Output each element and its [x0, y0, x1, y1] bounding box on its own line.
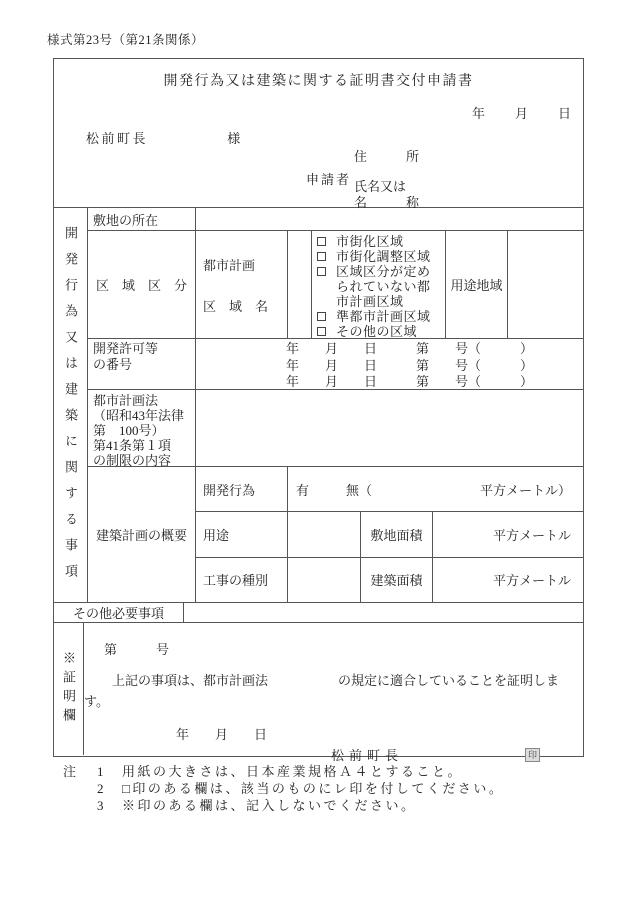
zoning-option: 区域区分が定められていない都市計画区域 [317, 264, 445, 309]
permit-line: 年 月 日 第 号（ ） [286, 374, 534, 389]
application-form [53, 58, 584, 763]
date-day-label: 日 [557, 106, 571, 121]
zoning-option: 準都市計画区域 [317, 309, 445, 324]
building-area-label: 建築面積 [361, 558, 433, 602]
building-area-unit: 平方メートル [492, 573, 571, 589]
applicant-name-label-1: 氏名又は [354, 179, 407, 194]
zoning-option: 市街化調整区域 [317, 249, 445, 264]
zoning-row [88, 230, 583, 338]
development-no-label: 無（ [346, 482, 373, 498]
checkbox-quasi-city-plan-area[interactable] [317, 312, 326, 321]
date-year-label: 年 [471, 106, 485, 121]
header-date-line [54, 103, 583, 122]
main-table [54, 207, 583, 602]
site-area-label: 敷地面積 [361, 512, 433, 556]
construction-type-label: 工事の種別 [196, 558, 288, 602]
building-plan-label: 建築計画の概要 [88, 467, 196, 602]
law-restriction-input[interactable] [196, 390, 583, 466]
applicant-name-label-2: 名 称 [354, 195, 420, 210]
certificate-signature-line [84, 745, 583, 764]
form-header [54, 59, 583, 210]
zoning-option: その他の区域 [317, 324, 445, 339]
section-vertical-header-text: 開発行為又は建築に関する事項 [63, 226, 78, 590]
site-area-unit: 平方メートル [492, 527, 571, 543]
seal-mark: 印 [525, 748, 540, 762]
certificate-mayor-label: 松前町長 [331, 748, 404, 763]
addressee-line [54, 128, 583, 147]
site-location-row [88, 208, 583, 230]
addressee: 松前町長 [86, 131, 149, 146]
use-sub-row [196, 511, 583, 556]
certificate-body: 上記の事項は、都市計画法 の規定に適合していることを証明します。 [84, 673, 560, 709]
zoning-option: 市街化区域 [317, 234, 445, 249]
law-restriction-label: 都市計画法 （昭和43年法律 第 100号） 第41条第１項 の制限の内容 [88, 390, 196, 466]
certificate-vertical-label: ※証明欄 [54, 623, 84, 755]
use-label: 用途 [196, 512, 288, 556]
development-yes-label: 有 [296, 482, 310, 498]
checkbox-other-area[interactable] [317, 327, 326, 336]
applicant-address-label: 住 所 [354, 149, 420, 164]
permit-line: 年 月 日 第 号（ ） [286, 341, 534, 356]
site-location-input[interactable] [196, 208, 583, 230]
applicant-block [54, 149, 583, 211]
section-vertical-header [54, 208, 88, 602]
applicant-label: 申請者 [306, 172, 352, 187]
note-line-1: 注 1 用紙の大きさは、日本産業規格Ａ４とすること。 [63, 764, 464, 779]
permit-number-input[interactable] [196, 339, 583, 389]
law-restriction-row [88, 389, 583, 466]
use-input[interactable] [288, 512, 361, 556]
development-value[interactable] [288, 467, 583, 511]
form-title: 開発行為又は建築に関する証明書交付申請書 [163, 74, 474, 89]
development-label: 開発行為 [196, 467, 288, 511]
form-code: 様式第23号（第21条関係） [47, 33, 205, 47]
certificate-date-line: 年 月 日 [176, 727, 268, 742]
other-items-input[interactable] [184, 603, 583, 622]
checkbox-undesignated-city-plan-area[interactable] [317, 267, 326, 276]
checkbox-urbanization-control-area[interactable] [317, 252, 326, 261]
other-items-label: その他必要事項 [54, 603, 184, 622]
construction-sub-row [196, 557, 583, 602]
addressee-honorific: 様 [227, 131, 241, 146]
plan-area-input[interactable] [288, 231, 312, 338]
note-line-2: 2 □印のある欄は、該当のものにレ印を付してください。 [97, 781, 505, 796]
site-location-label: 敷地の所在 [88, 208, 196, 230]
permit-number-label: 開発許可等 の番号 [88, 339, 196, 389]
use-district-input[interactable] [508, 231, 583, 338]
certificate-section [54, 622, 583, 763]
date-month-label: 月 [514, 106, 528, 121]
plan-area-label: 都市計画 区 域 名 [196, 231, 288, 338]
note-line-3: 3 ※印のある欄は、記入しないでください。 [97, 798, 417, 813]
zoning-options [312, 231, 446, 338]
development-unit-label: 平方メートル） [479, 482, 571, 498]
building-plan-row [88, 466, 583, 602]
checkbox-urbanization-area[interactable] [317, 237, 326, 246]
zoning-row-label: 区 域 区 分 [88, 231, 196, 338]
use-district-label: 用途地域 [446, 231, 508, 338]
certificate-number-line: 第 号 [104, 642, 170, 657]
applicant-fields [354, 149, 419, 211]
permit-number-row [88, 338, 583, 389]
development-sub-row [196, 467, 583, 511]
certificate-content [84, 623, 583, 763]
notes [63, 763, 504, 814]
other-items-row [54, 602, 583, 622]
note-label: 注 [63, 764, 79, 779]
permit-line: 年 月 日 第 号（ ） [286, 357, 534, 373]
construction-type-input[interactable] [288, 558, 361, 602]
